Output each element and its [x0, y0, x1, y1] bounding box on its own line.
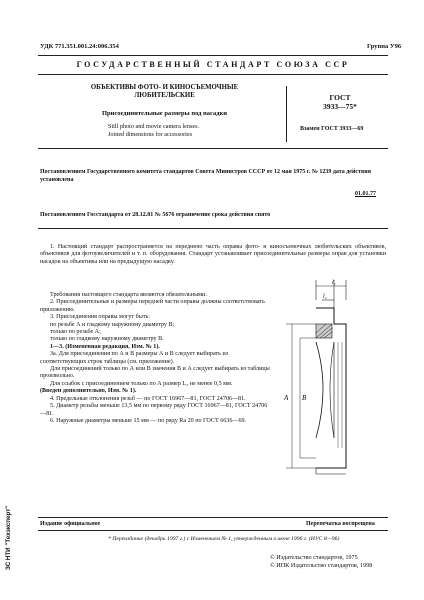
- body-column: [40, 292, 270, 425]
- reprint-note: * Переиздание (декабрь 1997 г.) с Изменением № 1, утвержденным в июне 1996 г. (ИУС 8—96): [108, 536, 340, 542]
- dim-a: А: [284, 394, 289, 402]
- paragraph-1: 1. Настоящий стандарт распространяется на переднюю часть оправы фото- и киносъемочных любительских объективов, объективов для фотоувеличителей и т. п. оборудования. Стандарт устанавливает присоединительные размеры оправ для установки насадок на объективы или на предыдущую насадку.: [40, 244, 386, 265]
- official-edition: Издание официальное: [40, 521, 101, 527]
- decree-rule: [38, 228, 388, 229]
- paragraph-9: За. Для присоединения по А и В размеры А и В следует выбирать из соответствующих строк таблицы (см. приложение).: [40, 351, 229, 365]
- title-en-line1: Still photo and movie camera lenses.: [108, 123, 200, 130]
- decree-extension: Постановлением Госстандарта от 28.12.81 № 5676 ограничение срока действия снято: [40, 212, 271, 218]
- title-rule: [38, 148, 388, 149]
- reprint-forbidden: Перепечатка воспрещена: [306, 521, 375, 527]
- replaces-note: Взамен ГОСТ 3933—69: [300, 126, 364, 132]
- paragraph-4: 3. Присоединения оправы могут быть:: [50, 314, 150, 321]
- title-ru: [62, 84, 267, 100]
- dim-b: В: [302, 394, 307, 402]
- paragraph-12: (Введен дополнительно, Изм. № 1).: [40, 388, 137, 395]
- header-rule-bottom: [38, 74, 388, 75]
- paragraph-13: 4. Предельные отклонения резьб — по ГОСТ 16967—81, ГОСТ 24706—81.: [50, 395, 246, 402]
- paragraph-14: 5. Диаметр резьбы меньше 13,5 мм по первому ряду ГОСТ 16967—81, ГОСТ 24706—81.: [40, 403, 268, 417]
- paragraph-6: только по резьбе А;: [50, 329, 101, 336]
- copyright-block: [270, 554, 372, 570]
- dim-l2: l₂: [323, 294, 327, 300]
- paragraph-11: Для ссыбок с присоединением только по А размер L₂ не менее 0,5 мм.: [50, 380, 233, 387]
- gost-label: ГОСТ: [329, 93, 351, 102]
- paragraph-7: только по гладкому наружному диаметру В.: [50, 336, 164, 343]
- title-ru-line1: ОБЪЕКТИВЫ ФОТО- И КИНОСЪЕМОЧНЫЕ: [90, 84, 239, 91]
- copyright-2: © ИПК Издательство стандартов, 1998: [270, 562, 373, 569]
- paragraph-3: 2. Присоединительные и размеры передней части оправы должны соответствовать приложению.: [40, 299, 265, 313]
- dim-l1: l₁: [332, 280, 336, 286]
- decree-date: 01.01.77: [355, 191, 376, 197]
- footer-rule: [38, 517, 388, 518]
- paragraph-15: 6. Наружные диаметры меньше 15 мм — по ряду Ra 20 по ГОСТ 6636—69.: [50, 417, 247, 424]
- header-rule: [38, 55, 388, 56]
- title-divider: [286, 86, 287, 142]
- decree-text: Постановлением Государственного комитета стандартов Совета Министров СССР от 12 мая 1975 г. № 1239 дата действия установлена: [40, 169, 371, 183]
- paragraph-10: Для присоединений только по А или В значения В и А следует выбирать из таблицы произвольно.: [40, 366, 270, 380]
- side-stamp: ЗС НТИ "Техэксперт": [5, 505, 12, 570]
- standard-header: ГОСУДАРСТВЕННЫЙ СТАНДАРТ СОЮЗА ССР: [76, 60, 350, 69]
- udk-code: УДК 771.351.001.24:006.354: [40, 43, 119, 50]
- gost-number-value: 3933—75*: [323, 102, 357, 111]
- title-ru-line2: ЛЮБИТЕЛЬСКИЕ: [134, 92, 195, 99]
- title-ru-sub: Присоединительные размеры под насадки: [101, 110, 228, 117]
- title-en: [108, 123, 199, 138]
- lens-mount-drawing: [276, 278, 386, 498]
- paragraph-8: 1—3. (Измененная редакция, Изм. № 1).: [50, 343, 160, 350]
- footer-rule-bottom: [38, 530, 388, 531]
- title-en-line2: Joined dimensions for accessories: [108, 130, 193, 138]
- copyright-1: © Издательство стандартов, 1975: [270, 554, 358, 561]
- paragraph-5: по резьбе А и гладкому наружному диаметру В;: [50, 321, 175, 328]
- gost-number: [310, 93, 370, 111]
- paragraph-2: Требования настоящего стандарта являются обязательными.: [50, 292, 207, 298]
- group-code: Группа У96: [367, 43, 402, 50]
- body-intro: [40, 244, 386, 266]
